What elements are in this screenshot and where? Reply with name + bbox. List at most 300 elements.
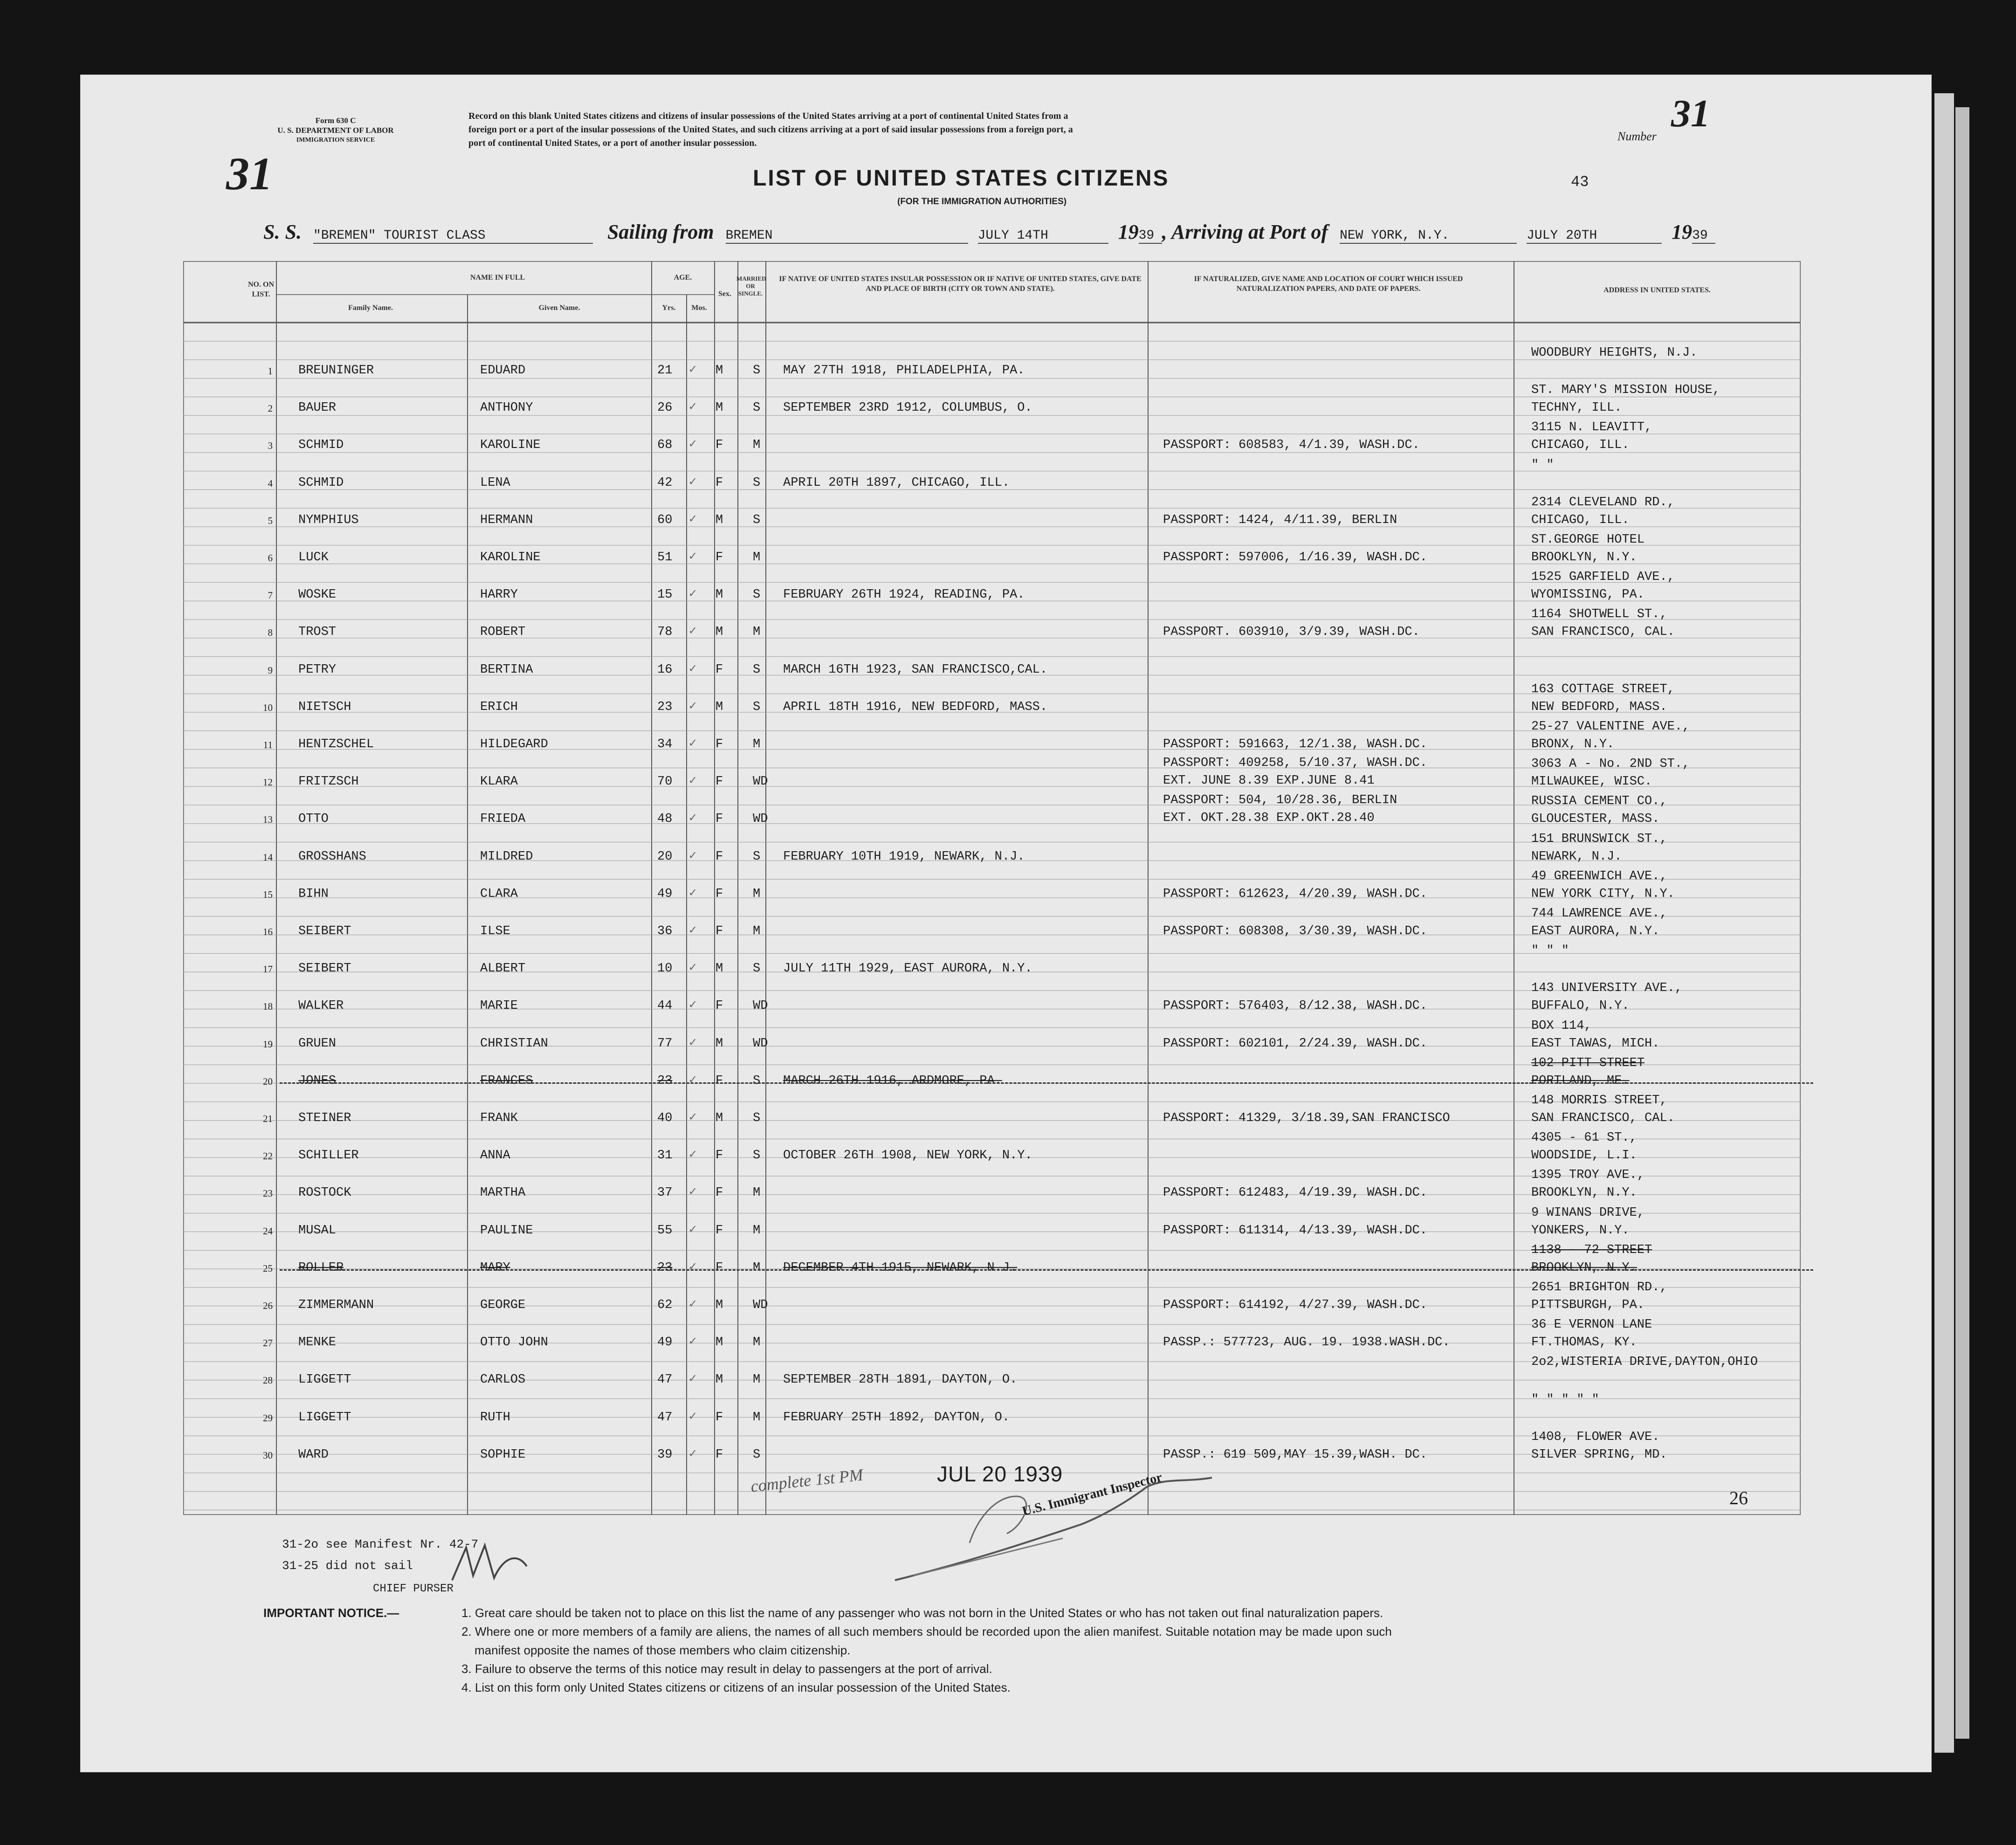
check-mark-icon: ✓ (689, 998, 697, 1013)
check-mark-icon: ✓ (689, 812, 697, 826)
address-line: ST.GEORGE HOTEL (1531, 533, 1645, 547)
header-mos: Mos. (691, 304, 707, 312)
row-number: 16 (263, 926, 273, 937)
marital-status: S (753, 1111, 761, 1125)
row-number: 10 (263, 702, 273, 713)
address-line: SILVER SPRING, MD. (1531, 1447, 1667, 1462)
check-mark-icon: ✓ (689, 1372, 697, 1387)
address-line: BROOKLYN, N.Y. (1531, 551, 1637, 565)
paper-edge (1934, 93, 1954, 1753)
age-years: 60 (657, 513, 673, 527)
family-name: SCHMID (298, 475, 344, 490)
given-name: ILSE (480, 924, 510, 938)
age-years: 62 (657, 1298, 673, 1312)
sex: F (716, 662, 723, 677)
naturalization-extension: EXT. JUNE 8.39 EXP.JUNE 8.41 (1163, 774, 1375, 788)
address-line: 9 WINANS DRIVE, (1531, 1205, 1645, 1220)
given-name: MARTHA (480, 1186, 526, 1200)
row-number: 21 (263, 1113, 273, 1124)
page-number-left: 31 (226, 148, 273, 200)
given-name: ERICH (480, 700, 518, 714)
naturalization-info: PASSPORT: 608583, 4/1.39, WASH.DC. (1163, 438, 1420, 453)
row-number: 19 (263, 1038, 273, 1050)
check-mark-icon: ✓ (689, 1447, 697, 1461)
row-number: 29 (263, 1412, 273, 1424)
given-name: MARIE (480, 999, 518, 1013)
birth-info: APRIL 18TH 1916, NEW BEDFORD, MASS. (783, 700, 1048, 714)
address-line: 1525 GARFIELD AVE., (1531, 570, 1675, 585)
address-line: 744 LAWRENCE AVE., (1531, 907, 1667, 921)
naturalization-info: PASSPORT: 41329, 3/18.39,SAN FRANCISCO (1163, 1111, 1450, 1125)
address-line: WYOMISSING, PA. (1531, 588, 1645, 602)
given-name: SOPHIE (480, 1447, 526, 1462)
marital-status: M (753, 924, 761, 938)
sex: F (716, 1260, 723, 1275)
given-name: RUTH (480, 1410, 510, 1425)
family-name: ZIMMERMANN (298, 1298, 374, 1312)
family-name: NYMPHIUS (298, 513, 359, 527)
birth-info: MARCH 16TH 1923, SAN FRANCISCO,CAL. (783, 662, 1048, 677)
check-mark-icon: ✓ (689, 363, 697, 377)
sailing-from-label: Sailing from (607, 220, 714, 243)
marital-status: M (753, 1223, 761, 1238)
given-name: FRANCES (480, 1074, 533, 1088)
given-name: ALBERT (480, 962, 526, 976)
check-mark-icon: ✓ (689, 625, 697, 639)
age-years: 55 (657, 1223, 673, 1238)
family-name: LIGGETT (298, 1410, 351, 1425)
header-family-name: Family Name. (348, 304, 393, 312)
row-number: 11 (263, 739, 273, 750)
age-years: 78 (657, 625, 673, 640)
arrival-port: NEW YORK, N.Y. (1340, 228, 1517, 244)
given-name: BERTINA (480, 662, 533, 677)
birth-info: SEPTEMBER 23RD 1912, COLUMBUS, O. (783, 401, 1032, 415)
birth-info: APRIL 20TH 1897, CHICAGO, ILL. (783, 475, 1010, 490)
address-line: 1138 - 72 STREET (1531, 1243, 1652, 1257)
count-mark: 26 (1729, 1487, 1748, 1508)
sex: F (716, 551, 723, 565)
marital-status: S (753, 662, 761, 677)
address-line: " " (1531, 458, 1554, 472)
family-name: PETRY (298, 662, 337, 677)
age-years: 47 (657, 1373, 673, 1387)
notice-items (461, 1604, 1851, 1697)
age-years: 68 (657, 438, 673, 453)
arriving-label: Arriving at Port of (1171, 220, 1328, 243)
naturalization-info: PASSPORT: 612483, 4/19.39, WASH.DC. (1163, 1186, 1428, 1200)
check-mark-icon: ✓ (689, 1111, 697, 1125)
sex: M (716, 1298, 723, 1312)
check-mark-icon: ✓ (689, 1185, 697, 1200)
given-name: ROBERT (480, 625, 526, 640)
marital-status: WD (753, 999, 768, 1013)
sex: M (716, 1111, 723, 1125)
address-line: CHICAGO, ILL. (1531, 513, 1630, 527)
department: U. S. DEPARTMENT OF LABOR (277, 126, 394, 135)
marital-status: S (753, 849, 761, 864)
naturalization-info: PASSPORT: 597006, 1/16.39, WASH.DC. (1163, 551, 1428, 565)
check-mark-icon: ✓ (689, 737, 697, 751)
sex: M (716, 962, 723, 976)
birth-info: MAY 27TH 1918, PHILADELPHIA, PA. (783, 364, 1025, 378)
age-years: 16 (657, 662, 673, 677)
age-years: 23 (657, 1074, 673, 1088)
page-number-right: 31 (1671, 92, 1710, 135)
instruction-line: Record on this blank United States citizens and citizens of insular possessions of the United States arriving at a port of continental United States from a (468, 111, 1068, 121)
header-age: AGE. (674, 274, 692, 282)
departure-port: BREMEN (726, 228, 968, 244)
birth-info: FEBRUARY 10TH 1919, NEWARK, N.J. (783, 849, 1025, 864)
birth-info: JULY 11TH 1929, EAST AURORA, N.Y. (783, 962, 1032, 976)
address-line: 1408, FLOWER AVE. (1531, 1430, 1660, 1444)
row-number: 26 (263, 1300, 273, 1311)
sex: F (716, 1447, 723, 1462)
given-name: CHRISTIAN (480, 1036, 548, 1051)
naturalization-info: PASSPORT: 602101, 2/24.39, WASH.DC. (1163, 1036, 1428, 1051)
address-line: BRONX, N.Y. (1531, 737, 1615, 751)
form-block (242, 116, 429, 145)
age-years: 34 (657, 737, 673, 751)
family-name: WALKER (298, 999, 344, 1013)
row-number: 18 (263, 1001, 273, 1012)
naturalization-info: PASSPORT: 409258, 5/10.37, WASH.DC. (1163, 756, 1428, 771)
address-line: 2314 CLEVELAND RD., (1531, 495, 1675, 509)
marital-status: WD (753, 1036, 768, 1051)
footnote: 31-25 did not sail (282, 1559, 413, 1573)
address-line: BOX 114, (1531, 1019, 1592, 1033)
row-number: 9 (268, 664, 273, 676)
marital-status: S (753, 1447, 761, 1462)
sex: F (716, 1186, 723, 1200)
address-line: BROOKLYN, N.Y. (1531, 1260, 1637, 1275)
birth-info: OCTOBER 26TH 1908, NEW YORK, N.Y. (783, 1149, 1032, 1163)
header-given-name: Given Name. (538, 304, 580, 312)
age-years: 31 (657, 1149, 673, 1163)
given-name: FRANK (480, 1111, 518, 1125)
birth-info: DECEMBER 4TH 1915, NEWARK, N.J. (783, 1260, 1018, 1275)
sex: F (716, 812, 723, 826)
age-years: 23 (657, 700, 673, 714)
handwritten-note: complete 1st PM (750, 1465, 864, 1496)
given-name: PAULINE (480, 1223, 533, 1238)
marital-status: M (753, 737, 761, 751)
age-years: 40 (657, 1111, 673, 1125)
address-line: 2651 BRIGHTON RD., (1531, 1280, 1667, 1294)
marital-status: M (753, 887, 761, 901)
row-number: 4 (268, 477, 273, 489)
check-mark-icon: ✓ (689, 662, 697, 676)
check-mark-icon: ✓ (689, 699, 697, 714)
family-name: LUCK (298, 551, 329, 565)
birth-info: FEBRUARY 25TH 1892, DAYTON, O. (783, 1410, 1010, 1425)
family-name: ROSTOCK (298, 1186, 351, 1200)
marital-status: S (753, 475, 761, 490)
marital-status: WD (753, 1298, 768, 1312)
notice-label (263, 1604, 399, 1622)
footnote: 31-2o see Manifest Nr. 42-7 (282, 1537, 479, 1551)
check-mark-icon: ✓ (689, 1298, 697, 1312)
family-name: SCHMID (298, 438, 344, 453)
address-line: RUSSIA CEMENT CO., (1531, 794, 1667, 809)
birth-info: SEPTEMBER 28TH 1891, DAYTON, O. (783, 1373, 1018, 1387)
family-name: SCHILLER (298, 1149, 359, 1163)
address-line: 3063 A - No. 2ND ST., (1531, 757, 1690, 771)
family-name: STEINER (298, 1111, 351, 1125)
address-line: PORTLAND, ME. (1531, 1074, 1630, 1088)
ss-label: S. S. (263, 220, 302, 243)
address-line: NEW BEDFORD, MASS. (1531, 700, 1667, 714)
age-years: 36 (657, 924, 673, 938)
naturalization-info: PASSPORT: 504, 10/28.36, BERLIN (1163, 793, 1397, 808)
sex: M (716, 401, 723, 415)
marital-status: M (753, 1373, 761, 1387)
family-name: WOSKE (298, 588, 337, 602)
notice-item: 3. Failure to observe the terms of this notice may result in delay to passengers at the port of arrival. (461, 1662, 992, 1676)
marital-status: S (753, 700, 761, 714)
marital-status: S (753, 962, 761, 976)
age-years: 23 (657, 1260, 673, 1275)
arrival-date: JULY 20TH (1527, 228, 1662, 244)
given-name: CARLOS (480, 1373, 526, 1387)
naturalization-info: PASSPORT: 611314, 4/13.39, WASH.DC. (1163, 1223, 1428, 1238)
purser-signature (447, 1538, 531, 1590)
notice-item: manifest opposite the names of those members who claim citizenship. (475, 1643, 851, 1657)
naturalization-info: PASSPORT: 591663, 12/1.38, WASH.DC. (1163, 737, 1428, 751)
family-name: WARD (298, 1447, 329, 1462)
sex: F (716, 1149, 723, 1163)
family-name: BREUNINGER (298, 364, 374, 378)
row-number: 2 (268, 403, 273, 414)
given-name: OTTO JOHN (480, 1336, 548, 1350)
address-line: " " " (1531, 944, 1569, 958)
address-line: 163 COTTAGE STREET, (1531, 682, 1675, 696)
age-years: 20 (657, 849, 673, 864)
given-name: KAROLINE (480, 438, 541, 453)
address-line: NEW YORK CITY, N.Y. (1531, 887, 1675, 901)
marital-status: S (753, 1149, 761, 1163)
year-prefix: 19 (1672, 220, 1693, 243)
marital-status: S (753, 588, 761, 602)
given-name: KLARA (480, 775, 518, 789)
age-years: 49 (657, 1336, 673, 1350)
naturalization-extension: EXT. OKT.28.38 EXP.OKT.28.40 (1163, 811, 1375, 826)
address-line: 2o2,WISTERIA DRIVE,DAYTON,OHIO (1531, 1355, 1758, 1370)
check-mark-icon: ✓ (689, 924, 697, 938)
sex: M (716, 364, 723, 378)
header-address: ADDRESS IN UNITED STATES. (1603, 286, 1711, 294)
row-number: 12 (263, 777, 273, 788)
birth-info: FEBRUARY 26TH 1924, READING, PA. (783, 588, 1025, 602)
notice-item: 2. Where one or more members of a family are aliens, the names of all such members should be recorded upon the alien manifest. Suitable notation may be made upon such (461, 1625, 1392, 1638)
row-number: 14 (263, 851, 273, 863)
check-mark-icon: ✓ (689, 512, 697, 527)
sex: M (716, 700, 723, 714)
address-line: EAST TAWAS, MICH. (1531, 1036, 1660, 1051)
age-years: 39 (657, 1447, 673, 1462)
given-name: ANNA (480, 1149, 510, 1163)
row-number: 27 (263, 1337, 273, 1349)
row-number: 3 (268, 440, 273, 452)
address-line: 148 MORRIS STREET, (1531, 1094, 1667, 1108)
row-number: 8 (268, 627, 273, 639)
naturalization-info: PASSPORT: 608308, 3/30.39, WASH.DC. (1163, 924, 1428, 938)
family-name: SEIBERT (298, 962, 351, 976)
age-years: 77 (657, 1036, 673, 1051)
birth-info: MARCH 26TH 1916, ARDMORE, PA. (783, 1074, 1002, 1088)
given-name: GEORGE (480, 1298, 526, 1312)
address-line: BROOKLYN, N.Y. (1531, 1186, 1637, 1200)
age-years: 47 (657, 1410, 673, 1425)
row-number: 1 (268, 365, 273, 377)
page-subtitle: (FOR THE IMMIGRATION AUTHORITIES) (897, 197, 1067, 207)
header-yrs: Yrs. (662, 304, 676, 312)
header-no-on-list: NO. ON LIST. (248, 281, 274, 298)
marital-status: M (753, 551, 761, 565)
arrival-year: 39 (1692, 228, 1715, 244)
address-line: BUFFALO, N.Y. (1531, 999, 1630, 1013)
given-name: MILDRED (480, 849, 533, 864)
address-line: WOODBURY HEIGHTS, N.J. (1531, 346, 1698, 360)
family-name: SEIBERT (298, 924, 351, 938)
instruction-line: port of continental United States, or a port of another insular possession. (468, 138, 757, 148)
row-number: 20 (263, 1075, 273, 1087)
marital-status: S (753, 513, 761, 527)
family-name: FRITZSCH (298, 775, 359, 789)
sex: M (716, 1036, 723, 1051)
family-name: BAUER (298, 401, 337, 415)
address-line: TECHNY, ILL. (1531, 401, 1622, 415)
row-number: 30 (263, 1449, 273, 1461)
naturalization-info: PASSPORT: 576403, 8/12.38, WASH.DC. (1163, 999, 1428, 1013)
sex: F (716, 1410, 723, 1425)
age-years: 44 (657, 999, 673, 1013)
sex: F (716, 924, 723, 938)
sex: F (716, 999, 723, 1013)
given-name: MARY (480, 1260, 510, 1275)
row-number: 6 (268, 552, 273, 564)
address-line: 25-27 VALENTINE AVE., (1531, 720, 1690, 734)
given-name: FRIEDA (480, 812, 526, 826)
instructions (468, 110, 1559, 150)
age-years: 26 (657, 401, 673, 415)
strike-line (280, 1269, 1813, 1271)
given-name: ANTHONY (480, 401, 533, 415)
address-line: 102 PITT STREET (1531, 1056, 1645, 1070)
age-years: 21 (657, 364, 673, 378)
address-line: 4305 - 61 ST., (1531, 1131, 1637, 1145)
departure-year: 39 (1139, 228, 1162, 244)
address-line: GLOUCESTER, MASS. (1531, 812, 1660, 826)
marital-status: M (753, 438, 761, 453)
header-married-single: MARRIED OR SINGLE. (736, 275, 766, 297)
row-number: 28 (263, 1375, 273, 1386)
check-mark-icon: ✓ (689, 1410, 697, 1424)
address-line: WOODSIDE, L.I. (1531, 1149, 1637, 1163)
marital-status: M (753, 1260, 761, 1275)
address-line: CHICAGO, ILL. (1531, 438, 1630, 453)
naturalization-info: PASSP.: 619 509,MAY 15.39,WASH. DC. (1163, 1447, 1428, 1462)
family-name: HENTZSCHEL (298, 737, 374, 751)
address-line: 1164 SHOTWELL ST., (1531, 607, 1667, 622)
age-years: 51 (657, 551, 673, 565)
check-mark-icon: ✓ (689, 1223, 697, 1237)
header-birth: IF NATIVE OF UNITED STATES INSULAR POSSESSION OR IF NATIVE OF UNITED STATES, GIVE DATE AND PLACE OF BIRTH (CITY OR TOWN AND STATE). (779, 275, 1142, 293)
naturalization-info: PASSPORT. 603910, 3/9.39, WASH.DC. (1163, 625, 1420, 640)
check-mark-icon: ✓ (689, 550, 697, 564)
service: IMMIGRATION SERVICE (296, 137, 375, 144)
address-line: SAN FRANCISCO, CAL. (1531, 1111, 1675, 1125)
chief-purser-label: CHIEF PURSER (373, 1583, 454, 1595)
marital-status: M (753, 1410, 761, 1425)
sex: M (716, 625, 723, 640)
naturalization-info: PASSPORT: 1424, 4/11.39, BERLIN (1163, 513, 1397, 527)
row-number: 13 (263, 814, 273, 826)
address-line: " " " " " (1531, 1392, 1599, 1407)
address-line: YONKERS, N.Y. (1531, 1223, 1630, 1238)
departure-date: JULY 14TH (978, 228, 1108, 244)
inspector-label: U.S. Immigrant Inspector (1021, 1470, 1164, 1519)
strike-line (280, 1082, 1813, 1084)
family-name: BIHN (298, 887, 329, 901)
notice-item: 1. Great care should be taken not to place on this list the name of any passenger who was not born in the United States or who has not taken out final naturalization papers. (461, 1606, 1383, 1620)
address-line: 3115 N. LEAVITT, (1531, 420, 1652, 435)
marital-status: M (753, 625, 761, 640)
age-years: 15 (657, 588, 673, 602)
naturalization-info: PASSP.: 577723, AUG. 19. 1938.WASH.DC. (1163, 1336, 1450, 1350)
sex: F (716, 438, 723, 453)
page-total-mark: 43 (1571, 173, 1589, 191)
check-mark-icon: ✓ (689, 1260, 697, 1274)
family-name: LIGGETT (298, 1373, 351, 1387)
family-name: OTTO (298, 812, 329, 826)
address-line: ST. MARY'S MISSION HOUSE, (1531, 383, 1720, 398)
date-stamp: JUL 20 1939 (937, 1462, 1063, 1486)
check-mark-icon: ✓ (689, 1036, 697, 1050)
sex: F (716, 849, 723, 864)
sex: F (716, 775, 723, 789)
marital-status: S (753, 401, 761, 415)
family-name: ROLLER (298, 1260, 344, 1275)
marital-status: WD (753, 812, 768, 826)
address-line: SAN FRANCISCO, CAL. (1531, 625, 1675, 640)
address-line: 1395 TROY AVE., (1531, 1168, 1645, 1183)
address-line: FT.THOMAS, KY. (1531, 1336, 1637, 1350)
check-mark-icon: ✓ (689, 1335, 697, 1349)
family-name: MUSAL (298, 1223, 337, 1238)
family-name: NIETSCH (298, 700, 351, 714)
address-line: 36 E VERNON LANE (1531, 1318, 1652, 1332)
check-mark-icon: ✓ (689, 1073, 697, 1088)
check-mark-icon: ✓ (689, 774, 697, 789)
given-name: HARRY (480, 588, 518, 602)
sex: F (716, 887, 723, 901)
age-years: 42 (657, 475, 673, 490)
age-years: 70 (657, 775, 673, 789)
address-line: 49 GREENWICH AVE., (1531, 869, 1667, 883)
given-name: HERMANN (480, 513, 533, 527)
age-years: 37 (657, 1186, 673, 1200)
paper-edge-back (1955, 107, 1969, 1739)
age-years: 10 (657, 962, 673, 976)
sex: F (716, 737, 723, 751)
notice-title: IMPORTANT NOTICE.— (263, 1606, 399, 1620)
voyage-line: S. S. "BREMEN" TOURIST CLASS Sailing from BREMEN JULY 14TH 1939 , Arriving at Port of NEW YORK, N.Y. JULY 20TH 1939 (263, 220, 1715, 244)
notice-item: 4. List on this form only United States citizens or citizens of an insular possession of the United States. (461, 1680, 1011, 1694)
address-line: 151 BRUNSWICK ST., (1531, 832, 1667, 846)
given-name: HILDEGARD (480, 737, 548, 751)
marital-status: S (753, 364, 761, 378)
